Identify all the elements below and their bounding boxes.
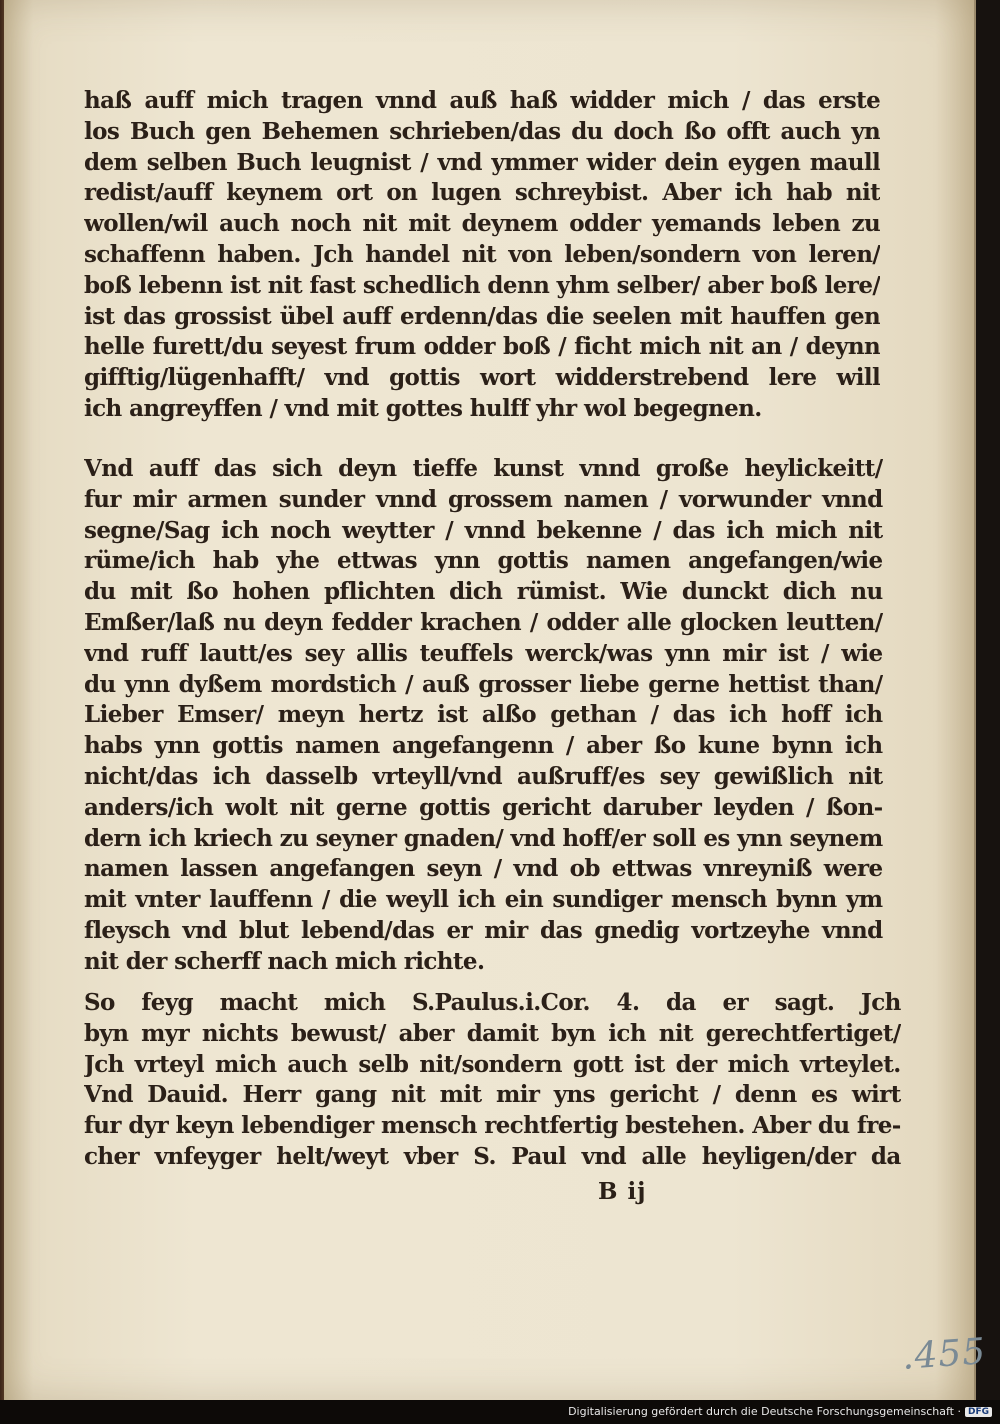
footer-credit [568,1405,992,1418]
text-line: Lieber Emser/ meyn hertz ist alßo gethan / das ich hoff ich [84,701,883,729]
text-line: cher vnfeyger helt/weyt vber S. Paul vnd alle heyligen/der da [84,1142,901,1170]
text-line: fleysch vnd blut lebend/das er mir das gnedig vortzeyhe vnnd [84,916,883,944]
text-line: boß lebenn ist nit fast schedlich denn yhm selber/ aber boß lere/ [84,271,881,299]
text-line: los Buch gen Behemen schrieben/das du doch ßo offt auch yn [84,117,881,145]
text-line: habs ynn gottis namen angefangenn / aber ßo kune bynn ich [84,732,883,760]
text-line: byn myr nichts bewust/ aber damit byn ich nit gerechtfertiget/ [84,1019,901,1047]
text-line: Vnd auff das sich deyn tieffe kunst vnnd große heylickeitt/ [84,455,883,482]
text-line: dern ich kriech zu seyner gnaden/ vnd hoff/er soll es ynn seynem [84,824,883,852]
text-line: segne/Sag ich noch weytter / vnnd bekenne / das ich mich nit [84,516,883,544]
text-line: rüme/ich hab yhe ettwas ynn gottis namen angefangen/wie [84,547,883,575]
text-line: nicht/das ich dasselb vrteyll/vnd außruff/es sey gewißlich nit [84,762,883,790]
paragraph-3 [84,988,901,1173]
footer-credit-text: Digitalisierung gefördert durch die Deutsche Forschungsgemeinschaft · [568,1405,961,1418]
text-line: dem selben Buch leugnist / vnd ymmer wider dein eygen maull [84,148,881,176]
text-line: ist das grossist übel auff erdenn/das die seelen mit hauffen gen [84,302,881,330]
text-line: vnd ruff lautt/es sey allis teuffels werck/was ynn mir ist / wie [84,639,883,667]
text-line: ich angreyffen / vnd mit gottes hulff yhr wol begegnen. [84,394,762,422]
text-line: anders/ich wolt nit gerne gottis gericht daruber leyden / ßon- [84,793,883,821]
text-line: schaffenn haben. Jch handel nit von leben/sondern von leren/ [84,240,881,268]
text-line: mit vnter lauffenn / die weyll ich ein sundiger mensch bynn ym [84,886,883,914]
text-line: gifftig/lügenhafft/ vnd gottis wort widderstrebend lere will [84,364,881,392]
text-line: fur dyr keyn lebendiger mensch rechtfertig bestehen. Aber du fre- [84,1112,901,1140]
text-line: du ynn dyßem mordstich / auß grosser liebe gerne hettist than/ [84,670,883,698]
text-line: helle furett/du seyest frum odder boß / ficht mich nit an / deynn [84,333,881,361]
book-page [4,0,988,1400]
text-line: nit der scherff nach mich richte. [84,947,485,975]
text-line: Emßer/laß nu deyn fedder krachen / odder alle glocken leutten/ [84,608,883,636]
text-line: So feyg macht mich S.Paulus.i.Cor. 4. da er sagt. Jch [84,989,901,1016]
text-line: du mit ßo hohen pflichten dich rümist. Wie dunckt dich nu [84,578,883,606]
text-line: redist/auff keynem ort on lugen schreybist. Aber ich hab nit [84,179,881,207]
text-line: haß auff mich tragen vnnd auß haß widder mich / das erste [84,87,881,114]
signature-mark: B ij [598,1178,647,1205]
text-line: fur mir armen sunder vnnd grossem namen / vorwunder vnnd [84,485,883,513]
text-line: Vnd Dauid. Herr gang nit mit mir yns gericht / denn es wirt [84,1081,901,1109]
text-line: wollen/wil auch noch nit mit deynem odder yemands leben zu [84,210,881,238]
paragraph-1 [84,86,880,425]
text-line: namen lassen angefangen seyn / vnd ob ettwas vnreyniß were [84,855,883,883]
paragraph-2 [84,454,883,978]
folio-number: .455 [900,1331,988,1378]
text-line: Jch vrteyl mich auch selb nit/sondern gott ist der mich vrteylet. [84,1050,901,1078]
dfg-logo-icon: DFG [965,1407,992,1417]
